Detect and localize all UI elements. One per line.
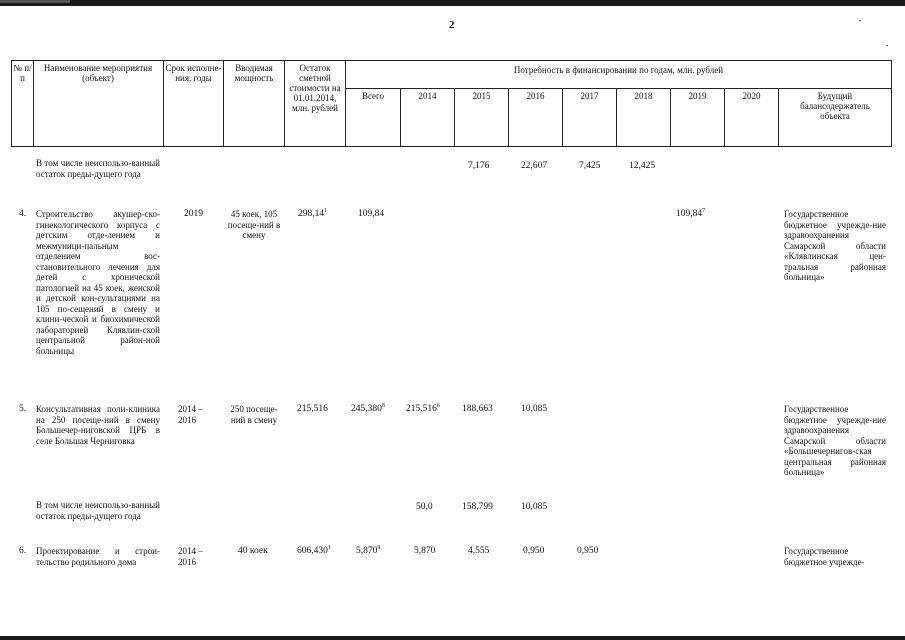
row-value-2015: 158,799	[462, 502, 493, 512]
header-col-need: Потребность в финансировании по годам, млн. рублей	[513, 65, 724, 75]
top-scan-bar	[0, 0, 905, 6]
row-number: 5.	[19, 404, 27, 414]
page-number: 2	[449, 19, 455, 31]
row-balance: 298,14$^1$	[298, 207, 328, 219]
header-year-2018: 2018	[634, 91, 653, 101]
row-value-2018: 12,425	[629, 161, 656, 171]
row-holder: Государственное бюджетное учрежде-ние здравоохранения Самарской области «Клявлинская цен-тральная районная больница»	[784, 209, 886, 282]
row-total: 5,870$^9$	[356, 544, 381, 556]
header-col-capacity: Вводимая мощность	[234, 63, 274, 83]
row-term: 2019	[184, 209, 203, 219]
row-total: 245,380$^8$	[351, 402, 385, 414]
row-value-2014: 215,516$^6$	[406, 402, 440, 414]
row-holder: Государственное бюджетное учрежде-ние здравоохранения Самарской области «Большечернигов-ская центральная районная больница»	[784, 404, 886, 477]
row-balance: 606,430$^1$	[297, 544, 331, 556]
header-col-name: Наименование мероприятия (объект)	[43, 63, 153, 83]
scan-speck	[859, 20, 861, 21]
header-col-holder: Будущий балансодержатель объекта	[800, 91, 870, 121]
top-scan-mark	[0, 0, 70, 3]
row-name: Строительство акушер-ско-гинекологического корпуса с детским отде-лением и межмуници-пальным отделением вос-становительного лечения для детей с хронической патологией на 45 коек, женской и детской кон-сультациями на 105 по-сещений в смену и клини-ческой и биохимической лабораторией Клявлин-ской центральной район-ной больницы	[36, 209, 160, 356]
row-value-2016: 10,085	[521, 502, 548, 512]
scan-speck	[886, 45, 888, 46]
row-capacity: 40 коек	[238, 546, 268, 556]
row-value-2016: 10,085	[521, 404, 548, 414]
header-year-2020: 2020	[742, 91, 761, 101]
bottom-scan-bar	[0, 636, 905, 640]
row-value-2014: 50,0	[416, 502, 433, 512]
row-value-2016: 0,950	[523, 546, 545, 556]
row-name: Консультативная поли-клиника на 250 посеще-ний в смену Большечер-ниговской ЦРБ в селе Большая Черниговка	[36, 404, 160, 446]
row-capacity: 250 посеще-ний в смену	[230, 404, 278, 425]
row-term: 2014 – 2016	[178, 404, 203, 425]
header-year-2019: 2019	[688, 91, 707, 101]
row-term: 2014 – 2016	[178, 546, 203, 567]
header-col-term: Срок исполне-ния, годы	[165, 63, 222, 83]
row-value-2017: 0,950	[577, 546, 599, 556]
row-value-2015: 188,663	[462, 404, 493, 414]
row-name: Проектирование и строи-тельство родильного дома	[36, 546, 160, 567]
row-number: 4.	[19, 209, 27, 219]
header-col-total: Всего	[361, 91, 385, 101]
row-value-2015: 4,555	[468, 546, 490, 556]
row-value-2014: 5,870	[414, 546, 436, 556]
header-year-2015: 2015	[472, 91, 491, 101]
row-value-2019: 109,84$^7$	[676, 207, 706, 219]
row-name: В том числе неиспользо-ванный остаток преды-дущего года	[36, 500, 160, 521]
row-balance: 215,516	[297, 404, 328, 414]
row-total: 109,84	[358, 209, 385, 219]
row-value-2017: 7,425	[579, 161, 601, 171]
row-value-2016: 22,607	[521, 161, 548, 171]
row-value-2015: 7,176	[468, 161, 490, 171]
row-holder: Государственное бюджетное учрежде-	[784, 546, 865, 567]
header-col-number: № п/п	[13, 63, 32, 83]
row-name: В том числе неиспользо-ванный остаток преды-дущего года	[36, 158, 160, 179]
header-year-2016: 2016	[526, 91, 545, 101]
row-capacity: 45 коек, 105 посеще-ний в смену	[227, 209, 281, 240]
header-year-2017: 2017	[580, 91, 599, 101]
header-col-balance: Остаток сметной стоимости на 01.01.2014, млн. рублей	[289, 63, 341, 113]
row-number: 6.	[19, 546, 27, 556]
header-year-2014: 2014	[418, 91, 437, 101]
